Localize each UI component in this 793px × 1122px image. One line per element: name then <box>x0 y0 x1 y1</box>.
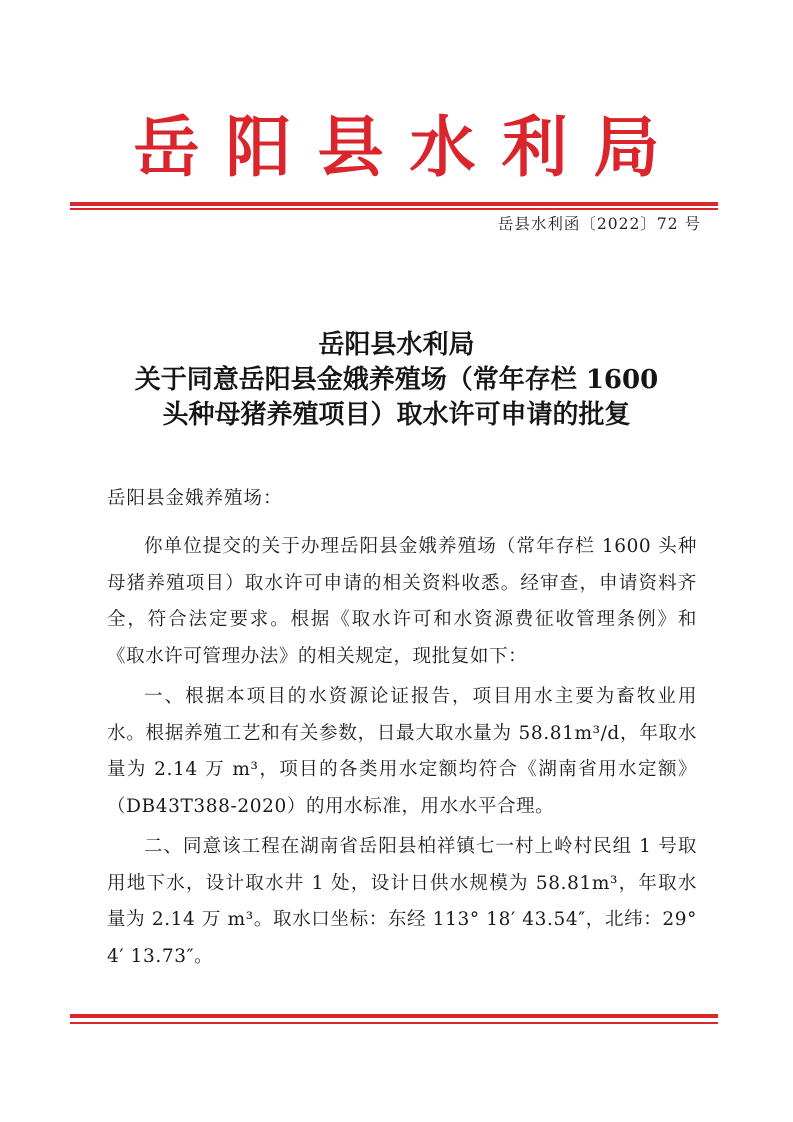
document-number: 岳县水利函〔2022〕72 号 <box>497 215 701 233</box>
footer-rule-thick <box>70 1014 718 1018</box>
document-title <box>0 328 793 433</box>
title-line-2: 关于同意岳阳县金娥养殖场（常年存栏 1600 <box>134 365 659 395</box>
paragraph-item-1: 一、根据本项目的水资源论证报告，项目用水主要为畜牧业用水。根据养殖工艺和有关参数，日最大取水量为 58.81m³/d，年取水量为 2.14 万 m³，项目的各类用水定额均符合《湖南省用水定额》（DB43T388-2020）的用水标准，用水水平合理。 <box>107 686 697 817</box>
footer-rule-thin <box>70 1022 718 1024</box>
title-line-3: 头种母猪养殖项目）取水许可申请的批复 <box>162 400 631 430</box>
header-rule-thick <box>70 202 718 206</box>
agency-header: 岳阳县水利局 <box>133 108 686 186</box>
title-line-1: 岳阳县水利局 <box>318 330 475 360</box>
paragraph-item-2: 二、同意该工程在湖南省岳阳县柏祥镇七一村上岭村民组 1 号取用地下水，设计取水井 1 处，设计日供水规模为 58.81m³，年取水量为 2.14 万 m³。取水口坐标：东经 113° 18′ 43.54″，北纬：29° 4′ 13.73″。 <box>107 836 697 967</box>
paragraph-intro: 你单位提交的关于办理岳阳县金娥养殖场（常年存栏 1600 头种母猪养殖项目）取水许可申请的相关资料收悉。经审查，申请资料齐全，符合法定要求。根据《取水许可和水资源费征收管理条例》和《取水许可管理办法》的相关规定，现批复如下： <box>107 536 697 667</box>
header-rule-thin <box>70 208 718 210</box>
document-body <box>107 529 697 979</box>
salutation: 岳阳县金娥养殖场： <box>107 488 283 509</box>
